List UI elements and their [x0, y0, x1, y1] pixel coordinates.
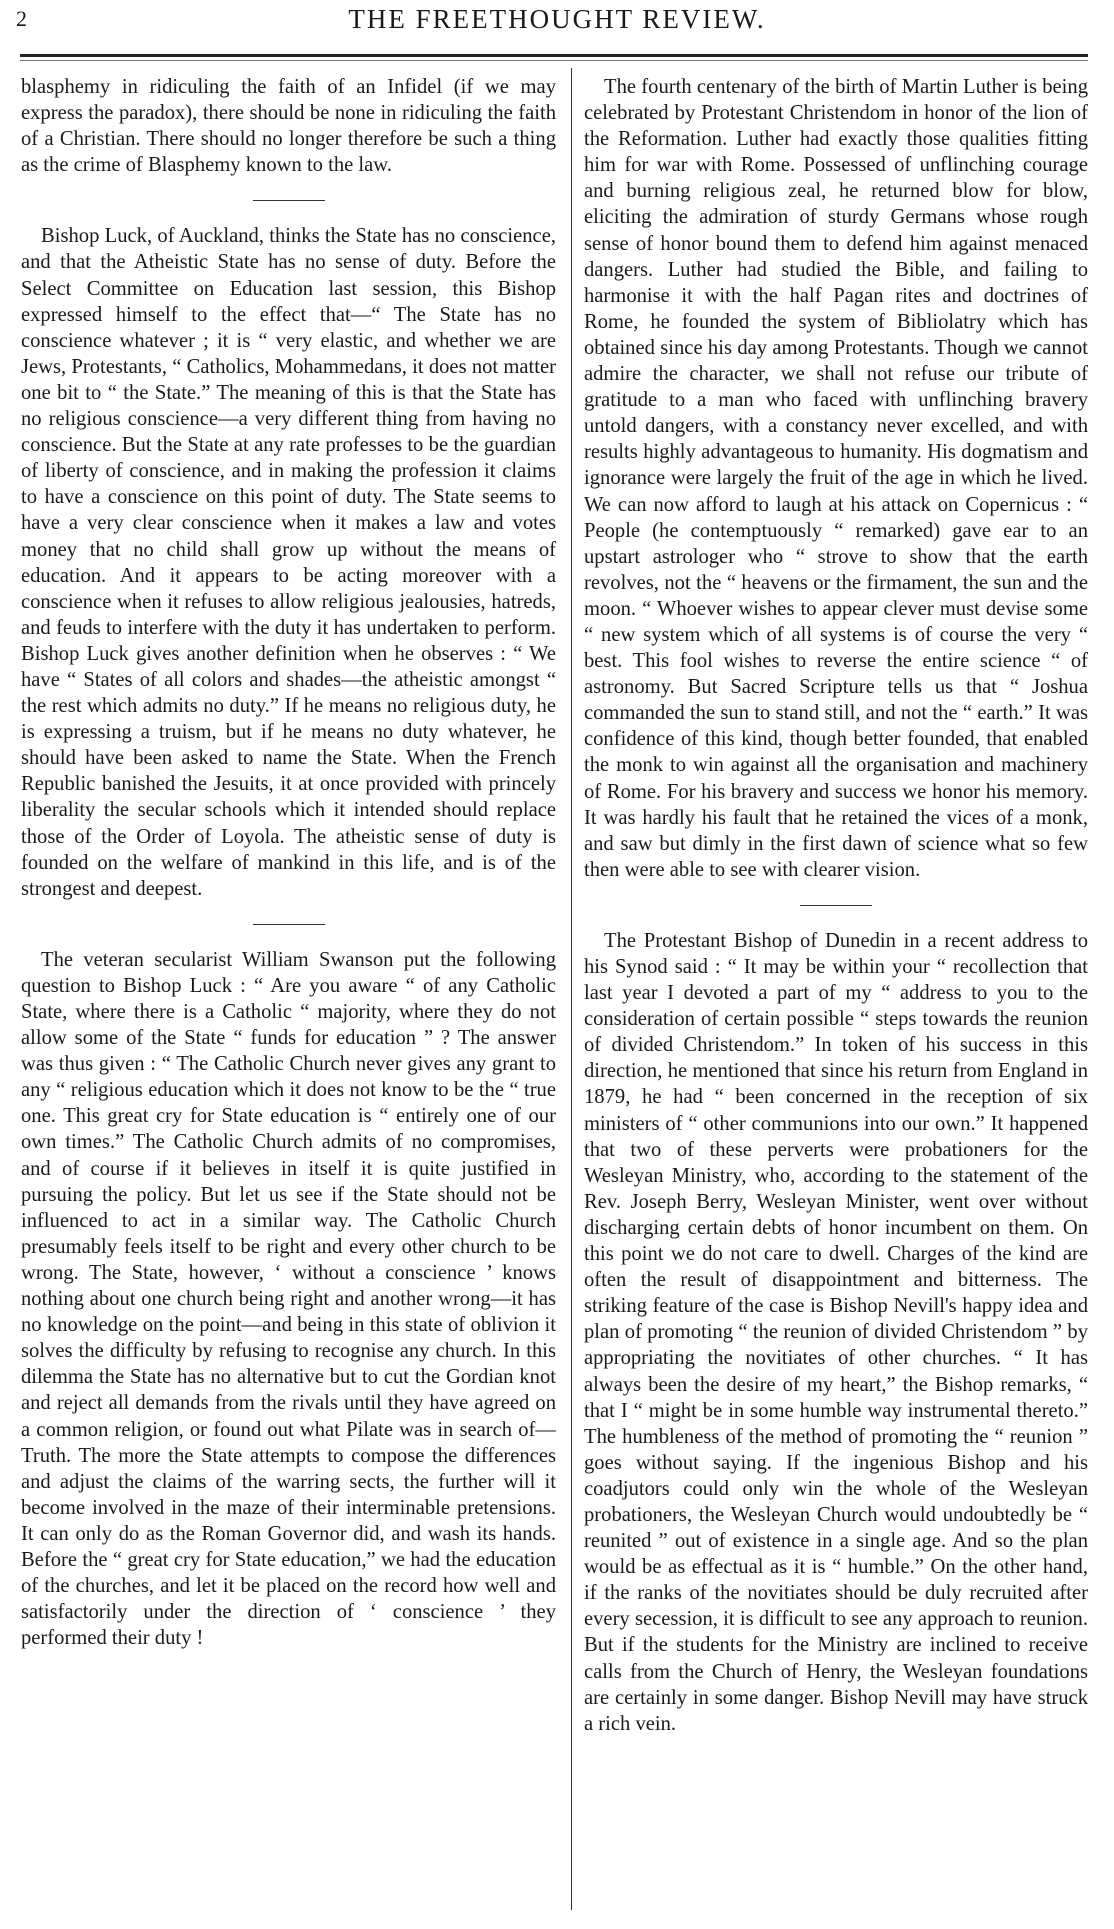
header-rule-thin	[20, 60, 1088, 61]
column-divider	[571, 68, 572, 1910]
paragraph-martin-luther: The fourth centenary of the birth of Martin Luther is being celebrated by Protestant Christendom in honor of the lion of the Reformation. Luther had exactly those qualities fitting him for war with Rome. Possessed of unflinching courage and burning religious zeal, he returned blow for blow, eliciting the admiration of sturdy Germans whose rough sense of honor bound them to defend him against menaced dangers. Luther had studied the Bible, and failing to harmonise it with the half Pagan rites and doctrines of Rome, he founded the system of Bibliolatry which has obtained since his day among Protestants. Though we cannot admire the character, we shall not refuse our tribute of gratitude to a man who faced with unflinching bravery untold dangers, with a constancy never excelled, and with results highly advantageous to humanity. His dogmatism and ignorance were largely the fruit of the age in which he lived. We can now afford to laugh at his attack on Copernicus : “ People (he contemptuously “ remarked) gave ear to an upstart astrologer who “ strove to show that the earth revolves, not the “ heavens or the firmament, the sun and the moon. “ Whoever wishes to appear clever must devise some “ new system which of all systems is of course the very “ best. This fool wishes to reverse the entire science “ of astronomy. But Sacred Scripture tells us that “ Joshua commanded the sun to stand still, and not the “ earth.” It was confidence of this kind, though better founded, that enabled the monk to win against all the organisation and machinery of Rome. For his bravery and success we honor his memory. It was hardly his fault that he retained the vices of a monk, and saw but dimly in the first dawn of science what so few then were able to see with clearer vision.	[584, 76, 1088, 881]
section-separator	[253, 924, 325, 925]
header-rule	[20, 54, 1088, 57]
paragraph-swanson-question: The veteran secularist William Swanson put the following question to Bishop Luck : “ Are you aware “ of any Catholic State, where there is a Catholic “ majority, where they do not allow some of the State “ funds for education ” ? The answer was thus given : “ The Catholic Church never gives any grant to any “ religious education which it does not know to be the “ true one. This great cry for State education is “ entirely one of our own times.” The Catholic Church admits of no compromises, and of course if it believes in itself it is quite justified in pursuing the policy. But let us see if the State should not be influenced to act in a similar way. The Catholic Church presumably feels itself to be right and every other church to be wrong. The State, however, ‘ without a conscience ’ knows nothing about one church being right and another wrong—it has no knowledge on the point—and being in this state of oblivion it solves the difficulty by refusing to recognise any church. In this dilemma the State has no alternative but to cut the Gordian knot and reject all demands from the rivals until they have agreed on a common religion, or found out what Pilate was in search of—Truth. The more the State attempts to compose the differences and adjust the claims of the warring sects, the further will it become involved in the maze of their interminable pretensions. It can only do as the Roman Governor did, and wash its hands. Before the “ great cry for State education,” we had the education of the churches, and let it be placed on the record how well and satisfactorily under the direction of ‘ conscience ’ they performed their duty !	[21, 948, 556, 1650]
left-column	[21, 74, 556, 1651]
paragraph-bishop-luck: Bishop Luck, of Auckland, thinks the State has no conscience, and that the Atheistic State has no sense of duty. Before the Select Committee on Education last session, this Bishop expressed himself to the effect that—“ The State has no conscience whatever ; it is “ very elastic, and whether we are Jews, Protestants, “ Catholics, Mohammedans, it does not matter one bit to “ the State.” The meaning of this is that the State has no religious conscience—a very different thing from having no conscience. But the State at any rate professes to be the guardian of liberty of conscience, and in making the profession it claims to have a conscience on this point of duty. The State seems to have a very clear conscience when it makes a law and votes money that no child shall grow up without the means of education. And it appears to be acting moreover with a conscience when it refuses to allow religious jealousies, hatreds, and feuds to interfere with the duty it has undertaken to perform. Bishop Luck gives another definition when he observes : “ We have “ States of all colors and shades—the atheistic amongst “ the rest which admits no duty.” If he means no religious duty, he is expressing a truism, but if he means no duty whatever, he should have been asked to name the State. When the French Republic banished the Jesuits, it at once provided with princely liberality the secular schools which it intended should replace those of the Order of Loyola. The atheistic sense of duty is founded on the welfare of mankind in this life, and is of the strongest and deepest.	[21, 225, 556, 900]
section-separator	[253, 200, 325, 201]
paragraph-bishop-dunedin: The Protestant Bishop of Dunedin in a recent address to his Synod said : “ It may be within your “ recollection that last year I devoted a part of my “ address to you to the consideration of certain possible “ steps towards the reunion of divided Christendom.” In token of his success in this direction, he mentioned that since his return from England in 1879, he had “ been concerned in the reception of six ministers of “ other communions into our own.” It happened that two of these perverts were probationers for the Wesleyan Ministry, who, according to the statement of the Rev. Joseph Berry, Wesleyan Minister, went over without discharging certain debts of honor incumbent on them. On this point we do not care to dwell. Charges of the kind are often the result of disappointment and bitterness. The striking feature of the case is Bishop Nevill's happy idea and plan of promoting “ the reunion of divided Christendom ” by appropriating the novitiates of other churches. “ It has always been the desire of my heart,” the Bishop remarks, “ that I “ might be in some humble way instrumental thereto.” The humbleness of the method of promoting the “ reunion ” goes without saying. If the ingenious Bishop and his coadjutors could only win the whole of the Wesleyan probationers, the Wesleyan Church would undoubtedly be “ reunited ” out of existence in a single age. And so the plan would be as effectual as it is “ humble.” On the other hand, if the ranks of the novitiates should be duly recruited after every secession, it is difficult to see any approach to reunion. But if the students for the Ministry are inclined to receive calls from the Church of Henry, the Wesleyan foundations are certainly in some danger. Bishop Nevill may have struck a rich vein.	[584, 929, 1088, 1735]
right-column	[584, 74, 1088, 1737]
page-title: THE FREETHOUGHT REVIEW.	[348, 4, 766, 34]
section-separator	[800, 905, 872, 906]
paragraph-blasphemy-continued: blasphemy in ridiculing the faith of an Infidel (if we may express the paradox), there should be none in ridiculing the faith of a Christian. There should no longer therefore be such a thing as the crime of Blasphemy known to the law.	[21, 76, 556, 177]
page-number: 2	[16, 6, 27, 31]
